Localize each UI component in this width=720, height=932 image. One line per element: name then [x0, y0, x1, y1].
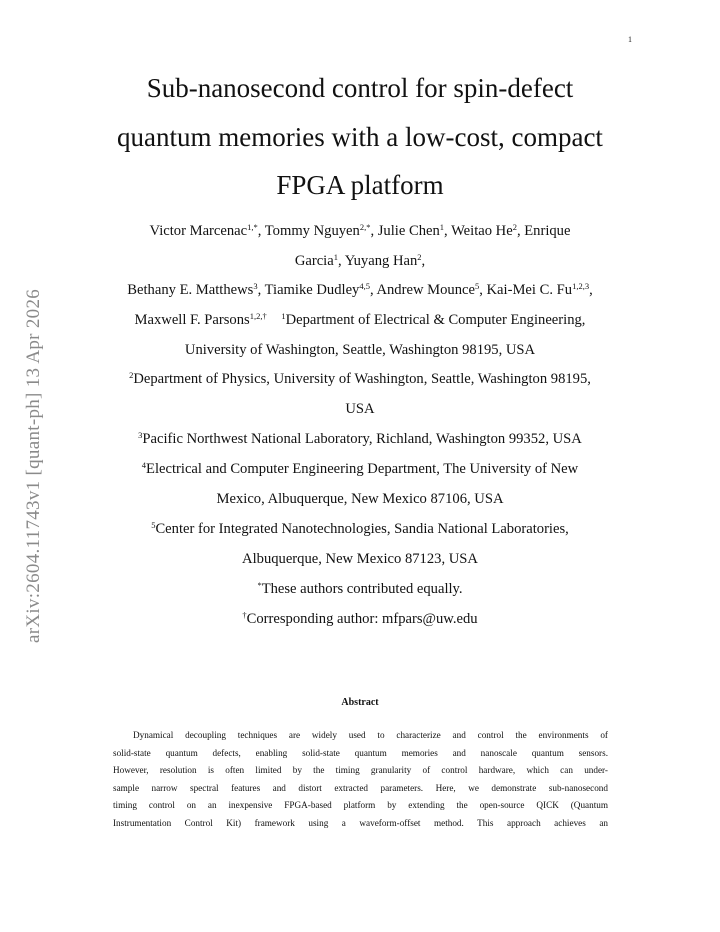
author-name: , Tommy Nguyen	[257, 223, 360, 239]
paper-title	[80, 64, 640, 210]
title-line: Sub-nanosecond control for spin-defect	[146, 73, 574, 103]
abstract-line: However, resolution is often limited by the timing granularity of control hardware, which can under-	[113, 765, 608, 776]
page-number: 1	[628, 35, 632, 44]
note-text: Corresponding author: mfpars@uw.edu	[246, 611, 478, 627]
author-line	[60, 252, 660, 270]
affiliation-text: Pacific Northwest National Laboratory, Richland, Washington 99352, USA	[142, 431, 582, 447]
note-superscript: †	[242, 610, 247, 620]
affiliation-superscript: 1	[281, 311, 286, 321]
affiliation-line: Albuquerque, New Mexico 87123, USA	[242, 551, 478, 567]
affiliation-superscript: 3	[138, 430, 143, 440]
affiliation-superscript: 4	[141, 460, 147, 470]
affiliation-text: Electrical and Computer Engineering Department, The University of New	[146, 461, 579, 477]
abstract-line: Instrumentation Control Kit) framework using a waveform-offset method. This approach achieves an	[113, 817, 608, 828]
author-name: , Andrew Mounce	[369, 282, 475, 298]
abstract-heading: Abstract	[341, 697, 379, 708]
abstract-body	[113, 727, 608, 833]
affiliation-text: Department of Physics, University of Washington, Seattle, Washington 98195,	[133, 371, 591, 387]
affiliation-superscript: 5	[151, 520, 156, 530]
affiliation-line	[60, 430, 660, 448]
author-line	[60, 222, 660, 240]
author-superscript: 1,*	[247, 222, 258, 232]
author-superscript: 2	[417, 252, 422, 262]
author-name: Garcia	[294, 253, 334, 269]
author-superscript: 1	[439, 222, 445, 232]
author-name: Maxwell F. Parsons	[134, 312, 250, 328]
affiliation-line	[60, 460, 660, 478]
affiliation-text: Center for Integrated Nanotechnologies, Sandia National Laboratories,	[155, 521, 569, 537]
author-name: Victor Marcenac	[149, 223, 248, 239]
title-line: quantum memories with a low-cost, compact	[117, 121, 603, 152]
equal-contribution-note	[60, 580, 660, 598]
affiliation-superscript: 2	[129, 370, 134, 380]
author-name: , Enrique	[516, 223, 571, 239]
note-text: These authors contributed equally.	[261, 581, 463, 597]
author-name: , Weitao He	[444, 223, 513, 239]
author-name: , Tiamike Dudley	[257, 282, 360, 298]
affiliation-text: Department of Electrical & Computer Engineering,	[285, 312, 586, 328]
abstract-line: sample narrow spectral features and distort extracted parameters. Here, we demonstrate sub-nanosecond	[113, 782, 608, 793]
corresponding-author-note	[60, 610, 660, 628]
author-separator: ,	[589, 282, 593, 298]
author-superscript: 1,2,†	[249, 311, 267, 321]
author-line	[60, 281, 660, 299]
affiliation-line: University of Washington, Seattle, Washington 98195, USA	[184, 342, 536, 358]
affiliation-line	[60, 370, 660, 388]
author-superscript: 3	[253, 281, 258, 291]
title-line: FPGA platform	[276, 170, 444, 200]
abstract-line: Dynamical decoupling techniques are widely used to characterize and control the environments of	[133, 730, 608, 740]
author-name: Bethany E. Matthews	[127, 282, 254, 298]
affiliation-line: USA	[345, 401, 375, 417]
author-superscript: 5	[474, 281, 480, 291]
author-name: , Julie Chen	[370, 223, 440, 239]
author-superscript: 4,5	[359, 281, 370, 291]
author-separator: ,	[421, 253, 426, 269]
author-superscript: 2,*	[359, 222, 371, 232]
author-name: , Kai-Mei C. Fu	[479, 282, 573, 298]
author-name: , Yuyang Han	[337, 253, 418, 269]
abstract-line: timing control on an inexpensive FPGA-based platform by extending the open-source QICK (Quantum	[113, 800, 608, 811]
author-superscript: 1,2,3	[572, 281, 590, 291]
note-superscript: *	[257, 580, 262, 590]
arxiv-stamp: arXiv:2604.11743v1 [quant-ph] 13 Apr 2026	[23, 288, 44, 644]
author-superscript: 2	[512, 222, 517, 232]
affiliation-line	[60, 520, 660, 538]
abstract-line: solid-state quantum defects, enabling solid-state quantum memories and nanoscale quantum sensors.	[113, 747, 608, 758]
author-line	[60, 311, 660, 329]
affiliation-line: Mexico, Albuquerque, New Mexico 87106, USA	[216, 491, 504, 507]
author-superscript: 1	[333, 252, 338, 262]
